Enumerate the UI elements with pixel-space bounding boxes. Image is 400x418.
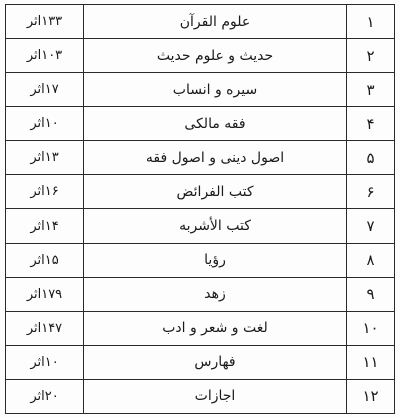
table-row [6,277,395,311]
subject-cell: اجازات [84,379,347,413]
table-row [6,345,395,379]
row-number: ۱۰ [347,311,395,345]
subject-cell: فقه مالکی [84,107,347,141]
table-row [6,175,395,209]
work-count-cell: ۲۰اثر [6,379,84,413]
work-count-cell: ۱۰اثر [6,107,84,141]
subject-cell: زهد [84,277,347,311]
subject-cell: رؤیا [84,243,347,277]
subject-cell: فهارس [84,345,347,379]
work-count-cell: ۱۶اثر [6,175,84,209]
work-count-cell: ۱۳اثر [6,141,84,175]
subject-cell: کتب الأشربه [84,209,347,243]
subject-cell: سیره و انساب [84,73,347,107]
row-number: ۶ [347,175,395,209]
table-row [6,311,395,345]
table-row [6,209,395,243]
table-row [6,107,395,141]
row-number: ۵ [347,141,395,175]
row-number: ۱۲ [347,379,395,413]
row-number: ۴ [347,107,395,141]
works-table [5,4,395,414]
work-count-cell: ۱۳۳اثر [6,5,84,39]
work-count-cell: ۱۴اثر [6,209,84,243]
subject-cell: کتب الفرائض [84,175,347,209]
table-row [6,39,395,73]
table-row [6,243,395,277]
row-number: ۱۱ [347,345,395,379]
row-number: ۸ [347,243,395,277]
work-count-cell: ۱۵اثر [6,243,84,277]
row-number: ۲ [347,39,395,73]
work-count-cell: ۱۷۹اثر [6,277,84,311]
row-number: ۹ [347,277,395,311]
table-row [6,379,395,413]
table-row [6,141,395,175]
row-number: ۱ [347,5,395,39]
work-count-cell: ۱۰۳اثر [6,39,84,73]
table-row [6,5,395,39]
subject-cell: لغت و شعر و ادب [84,311,347,345]
table-row [6,73,395,107]
row-number: ۷ [347,209,395,243]
work-count-cell: ۱۰اثر [6,345,84,379]
subject-cell: اصول دینی و اصول فقه [84,141,347,175]
subject-cell: حدیث و علوم حدیث [84,39,347,73]
row-number: ۳ [347,73,395,107]
work-count-cell: ۱۷اثر [6,73,84,107]
work-count-cell: ۱۴۷اثر [6,311,84,345]
subject-cell: علوم القرآن [84,5,347,39]
